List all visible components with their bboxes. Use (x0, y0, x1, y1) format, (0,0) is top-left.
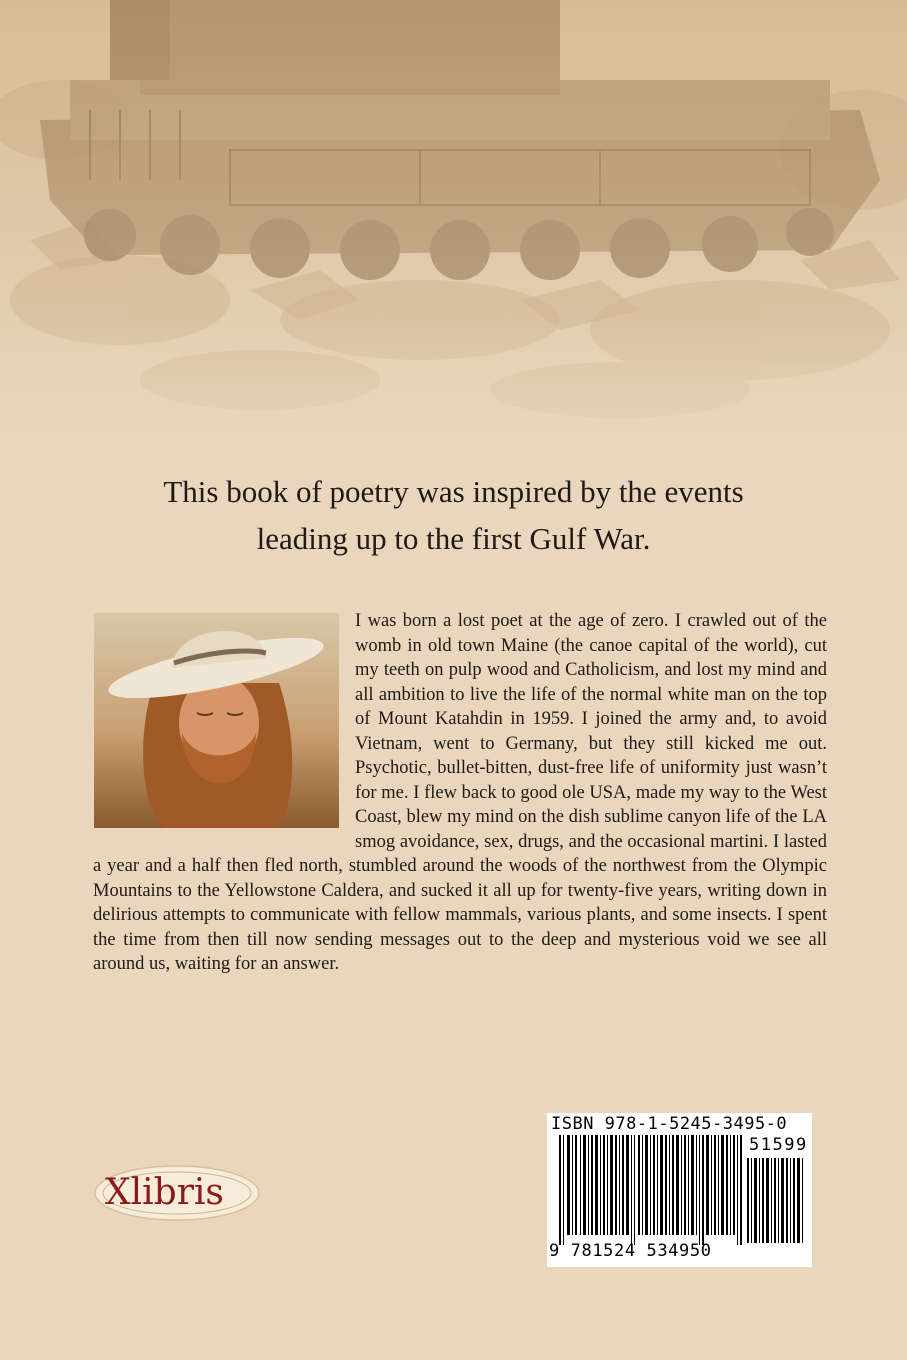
isbn-barcode (547, 1113, 812, 1267)
headline-line-1: This book of poetry was inspired by the events (163, 474, 744, 509)
ean-digits: 9 781524 534950 (549, 1241, 712, 1261)
tank-background-image (0, 0, 907, 460)
headline-line-2: leading up to the first Gulf War. (256, 521, 651, 556)
isbn-number: ISBN 978-1-5245-3495-0 (551, 1114, 788, 1134)
xlibris-logo (93, 1162, 261, 1224)
blurb-headline (0, 468, 907, 562)
publisher-name: Xlibris (105, 1172, 224, 1213)
price-code: 51599 (749, 1135, 808, 1155)
author-biography: I was born a lost poet at the age of zero. I crawled out of the womb in old town Maine (the canoe capital of the world), cut my teeth on pulp wood and Catholicism, and lost my mind and all ambition to live the life of the normal white man on the top of Mount Katahdin in 1959. I joined the army and, to avoid Vietnam, went to Germany, but they still kicked me out. Psychotic, bullet-bitten, dust-free life of uniformity just wasn’t for me. I flew back to good ole USA, made my way to the West Coast, blew my mind on the dish sublime canyon life of the LA smog avoidance, sex, drugs, and the occasional martini. I lasted a year and a half then fled north, stumbled around the woods of the northwest from the Olympic Mountains to the Yellowstone Caldera, and sucked it all up for twenty-five years, writing down in delirious attempts to communicate with fellow mammals, various plants, and some insects. I spent the time from then till now sending messages out to the deep and mysterious void we see all around us, waiting for an answer. (93, 611, 827, 974)
